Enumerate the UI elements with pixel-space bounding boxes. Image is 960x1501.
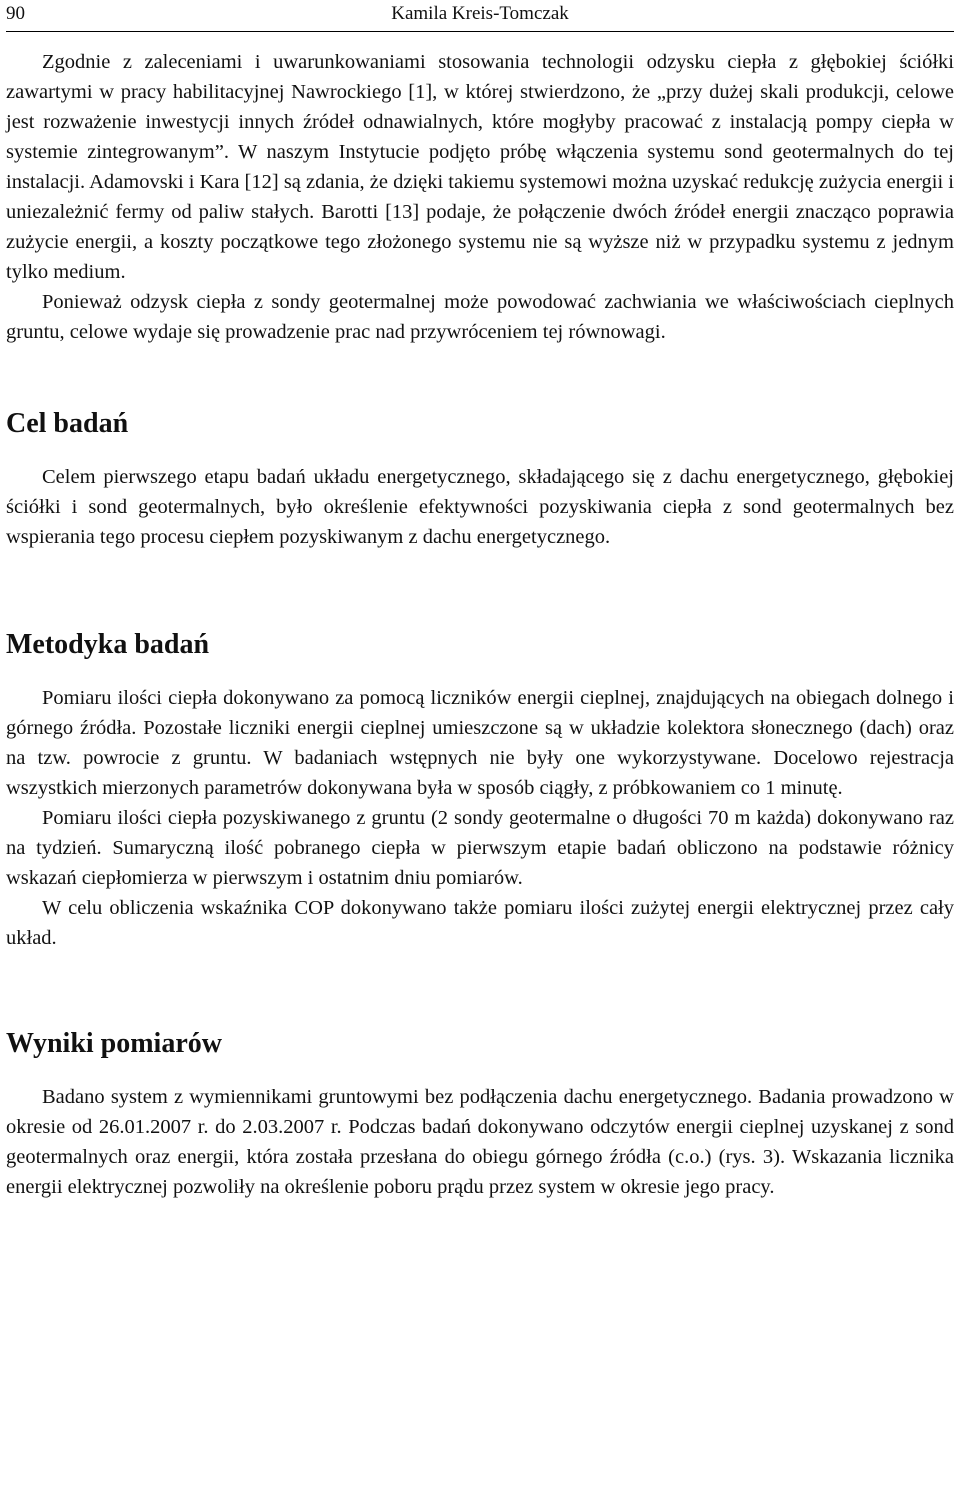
section-heading-cel-badan: Cel badań <box>6 408 129 439</box>
running-head-author: Kamila Kreis-Tomczak <box>391 3 569 24</box>
article-body <box>6 47 954 1202</box>
metodyka-paragraph-3: W celu obliczenia wskaźnika COP dokonywano także pomiaru ilości zużytej energii elektrycznej przez cały układ. <box>6 897 954 949</box>
intro-paragraph-1: Zgodnie z zaleceniami i uwarunkowaniami stosowania technologii odzysku ciepła z głębokiej ściółki zawartymi w pracy habilitacyjnej Nawrockiego [1], w której stwierdzono, że „przy dużej skali produkcji, celowe jest rozważenie inwestycji innych źródeł odnawialnych, które mogłyby pracować z instalacją pompy ciepła w systemie zintegrowanym”. W naszym Instytucie podjęto próbę włączenia systemu sond geotermalnych do tej instalacji. Adamovski i Kara [12] są zdania, że dzięki takiemu systemowi można uzyskać redukcję zużycia energii i uniezależnić fermy od paliw stałych. Barotti [13] podaje, że połączenie dwóch źródeł energii znacząco poprawia zużycie energii, a koszty początkowe tego złożonego systemu nie są wyższe niż w przypadku systemu z jednym tylko medium. <box>6 51 954 283</box>
page-header <box>6 0 954 32</box>
section-heading-metodyka-badan: Metodyka badań <box>6 629 210 660</box>
metodyka-paragraph-2: Pomiaru ilości ciepła pozyskiwanego z gruntu (2 sondy geotermalne o długości 70 m każda) dokonywano raz na tydzień. Sumaryczną ilość pobranego ciepła w pierwszym etapie badań obliczono na podstawie różnicy wskazań ciepłomierza w pierwszym i ostatnim dniu pomiarów. <box>6 807 954 889</box>
intro-paragraph-2: Ponieważ odzysk ciepła z sondy geotermalnej może powodować zachwiania we właściwościach cieplnych gruntu, celowe wydaje się prowadzenie prac nad przywróceniem tej równowagi. <box>6 291 954 343</box>
page-number: 90 <box>6 3 25 24</box>
metodyka-paragraph-1: Pomiaru ilości ciepła dokonywano za pomocą liczników energii cieplnej, znajdujących na obiegach dolnego i górnego źródła. Pozostałe liczniki energii cieplnej umieszczone są w układzie kolektora słonecznego (dach) oraz na tzw. powrocie z gruntu. W badaniach wstępnych nie były one wykorzystywane. Docelowo rejestracja wszystkich mierzonych parametrów dokonywana była w sposób ciągły, z próbkowaniem co 1 minutę. <box>6 687 954 799</box>
wyniki-paragraph-1: Badano system z wymiennikami gruntowymi bez podłączenia dachu energetycznego. Badania prowadzono w okresie od 26.01.2007 r. do 2.03.2007 r. Podczas badań dokonywano odczytów energii cieplnej uzyskanej z sond geotermalnych oraz energii, która została przesłana do obiegu górnego źródła (c.o.) (rys. 3). Wskazania licznika energii elektrycznej pozwoliły na określenie poboru prądu przez system w okresie jego pracy. <box>6 1086 954 1198</box>
section-heading-wyniki-pomiarow: Wyniki pomiarów <box>6 1028 222 1059</box>
cel-paragraph-1: Celem pierwszego etapu badań układu energetycznego, składającego się z dachu energetycznego, głębokiej ściółki i sond geotermalnych, było określenie efektywności pozyskiwania ciepła z sond geotermalnych bez wspierania tego procesu ciepłem pozyskiwanym z dachu energetycznego. <box>6 466 954 548</box>
